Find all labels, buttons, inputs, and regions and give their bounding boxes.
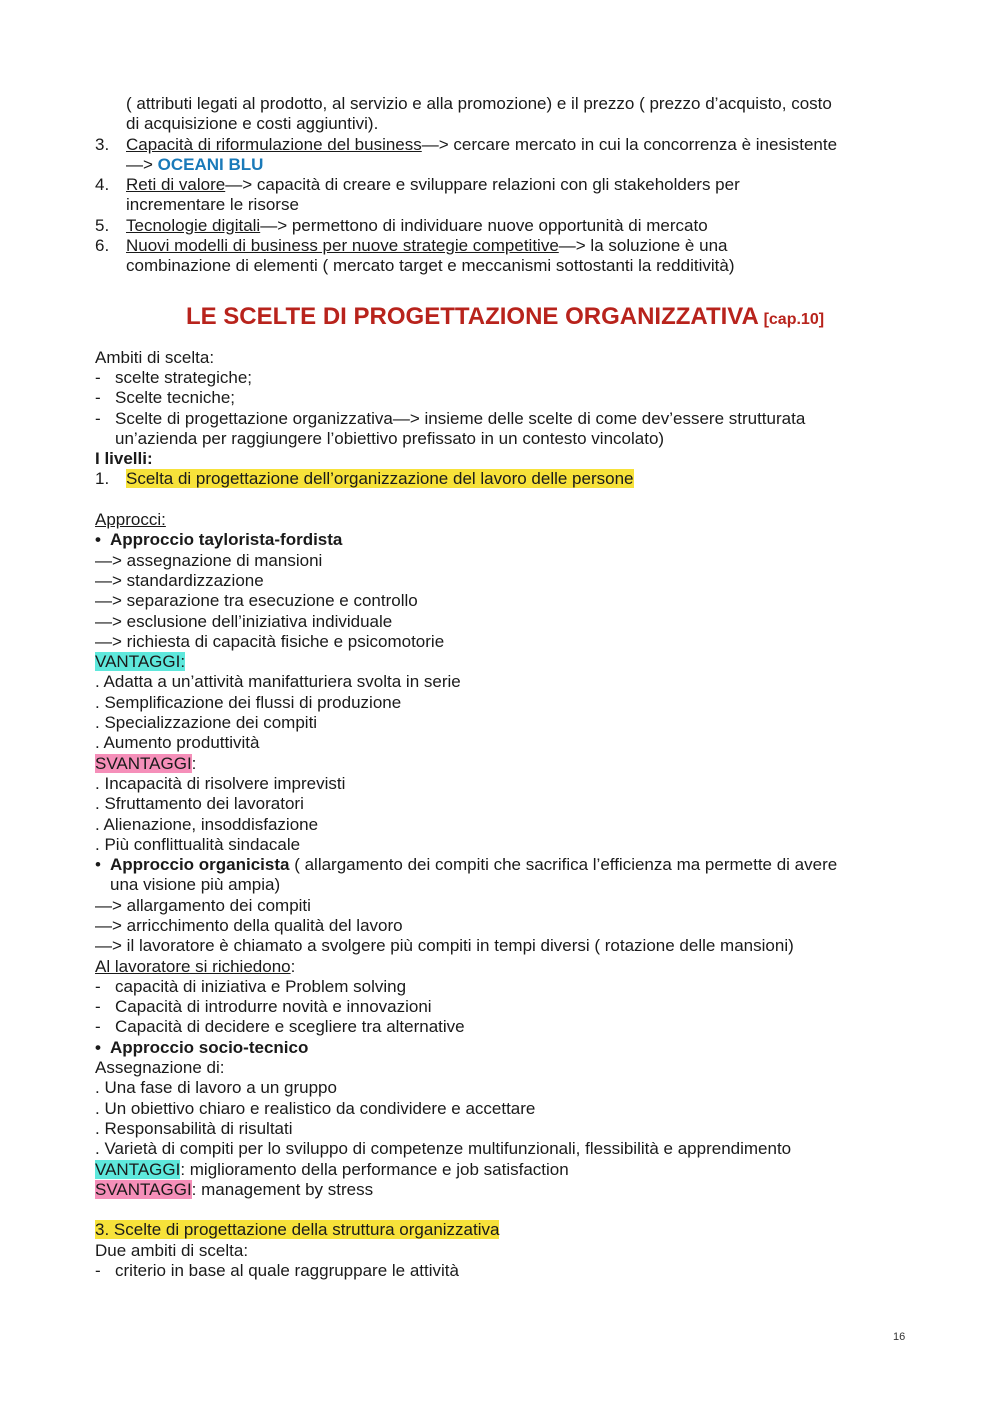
list-number: 4. [95, 175, 110, 195]
item-text: Capacità di decidere e scegliere tra alternative [115, 1017, 465, 1037]
dash-marker: - [95, 1017, 101, 1037]
richiesti-item [95, 977, 915, 997]
taylor-svantaggi-label [95, 754, 915, 774]
dot-marker: . [95, 733, 100, 753]
item-text: Una fase di lavoro a un gruppo [104, 1078, 337, 1098]
bullet-marker: • [95, 1037, 101, 1057]
oceani-blu-highlight: OCEANI BLU [157, 154, 264, 174]
taylor-point [95, 571, 915, 591]
point-text: allargamento dei compiti [126, 895, 311, 915]
taylor-vantaggi-label [95, 652, 915, 672]
richiesti-item [95, 997, 915, 1017]
dash-marker: - [95, 388, 101, 408]
richiesti-item [95, 1017, 915, 1037]
struttura-sub: Due ambiti di scelta: [95, 1240, 249, 1260]
organicista-desc: ( allargamento dei compiti che sacrifica l’efficienza ma permette di avere [289, 855, 838, 875]
page-content [95, 94, 915, 1281]
vantaggi-item [95, 672, 915, 692]
svantaggi-item [95, 835, 915, 855]
vantaggi-item [95, 733, 915, 753]
dash-marker: - [95, 367, 101, 387]
item-text: Più conflittualità sindacale [104, 834, 301, 854]
dot-marker: . [95, 1078, 100, 1098]
item-text: Un obiettivo chiaro e realistico da condividere e accettare [104, 1098, 536, 1118]
dot-marker: . [95, 773, 100, 793]
section-heading [95, 301, 915, 332]
list-item-4 [95, 175, 915, 195]
ambiti-item-text: Scelte tecniche; [115, 388, 236, 408]
svantaggi-text: : management by stress [191, 1179, 374, 1199]
list-item-label: Tecnologie digitali [126, 215, 261, 235]
arrow-prefix: —> [126, 154, 158, 174]
list-number: 3. [95, 134, 110, 154]
socio-heading [95, 1038, 915, 1058]
item-text: Varietà di compiti per lo sviluppo di competenze multifunzionali, flessibilità e apprendimento [104, 1139, 792, 1159]
point-text: il lavoratore è chiamato a svolgere più compiti in tempi diversi ( rotazione delle mansioni) [126, 936, 794, 956]
list-item-text: —> cercare mercato in cui la concorrenza è inesistente [421, 134, 838, 154]
arrow-marker: —> [95, 915, 122, 935]
taylor-heading [95, 530, 915, 550]
item-text: Specializzazione dei compiti [104, 713, 318, 733]
dash-marker: - [95, 408, 101, 428]
list-item-3 [95, 135, 915, 155]
page-number: 16 [893, 1331, 906, 1343]
livelli-heading: I livelli: [95, 449, 153, 469]
list-item-label: Reti di valore [126, 175, 226, 195]
list-number: 5. [95, 215, 110, 235]
dot-marker: . [95, 713, 100, 733]
socio-svantaggi [95, 1180, 915, 1200]
struttura-item [95, 1261, 915, 1281]
colon: : [191, 753, 197, 773]
ambiti-item [95, 368, 915, 388]
item-text: Alienazione, insoddisfazione [103, 814, 319, 834]
list-item-5 [95, 216, 915, 236]
vantaggi-text: : miglioramento della performance e job satisfaction [180, 1159, 569, 1179]
list-item-4-cont: incrementare le risorse [126, 195, 299, 215]
ambiti-heading: Ambiti di scelta: [95, 347, 215, 367]
dash-marker: - [95, 1261, 101, 1281]
organicista-title: Approccio organicista [110, 855, 290, 875]
organicista-point [95, 936, 915, 956]
struttura-heading [95, 1220, 915, 1240]
socio-item [95, 1139, 915, 1159]
colon: : [290, 956, 296, 976]
list-number: 1. [95, 469, 110, 489]
ambiti-item-text: Scelte di progettazione organizzativa—> insieme delle scelte di come dev’essere strutturata [115, 408, 806, 428]
intro-cont-line-2: di acquisizione e costi aggiuntivi). [126, 114, 379, 134]
list-item-6-cont: combinazione di elementi ( mercato target e meccanismi sottostanti la redditività) [126, 256, 735, 276]
point-text: arricchimento della qualità del lavoro [126, 915, 403, 935]
dot-marker: . [95, 794, 100, 814]
taylor-title: Approccio taylorista-fordista [110, 530, 343, 550]
list-item-3-cont [95, 155, 915, 175]
chapter-ref: [cap.10] [763, 310, 825, 328]
organicista-desc-cont: una visione più ampia) [110, 875, 281, 895]
arrow-marker: —> [95, 936, 122, 956]
arrow-marker: —> [95, 631, 122, 651]
point-text: assegnazione di mansioni [126, 550, 323, 570]
richiesti-label-text: Al lavoratore si richiedono [95, 956, 291, 976]
svantaggi-highlight: SVANTAGGI [95, 1179, 192, 1199]
item-text: Adatta a un’attività manifatturiera svolta in serie [103, 672, 461, 692]
highlighted-livello: Scelta di progettazione dell’organizzazione del lavoro delle persone [126, 469, 634, 489]
arrow-marker: —> [95, 570, 122, 590]
dot-marker: . [95, 1098, 100, 1118]
item-text: Responsabilità di risultati [104, 1118, 293, 1138]
point-text: richiesta di capacità fisiche e psicomotorie [126, 631, 445, 651]
vantaggi-item [95, 713, 915, 733]
organicista-point [95, 916, 915, 936]
arrow-marker: —> [95, 550, 122, 570]
ambiti-item-text: scelte strategiche; [115, 367, 253, 387]
list-item-text: —> permettono di individuare nuove opportunità di mercato [260, 215, 708, 235]
svantaggi-item [95, 774, 915, 794]
dot-marker: . [95, 672, 100, 692]
item-text: capacità di iniziativa e Problem solving [115, 976, 407, 996]
dot-marker: . [95, 834, 100, 854]
highlighted-struttura: 3. Scelte di progettazione della struttura organizzativa [95, 1220, 500, 1240]
taylor-point [95, 612, 915, 632]
dot-marker: . [95, 1118, 100, 1138]
svantaggi-item [95, 815, 915, 835]
list-item-label: Capacità di riformulazione del business [126, 134, 422, 154]
item-text: Capacità di introdurre novità e innovazioni [115, 997, 432, 1017]
item-text: Aumento produttività [103, 733, 260, 753]
taylor-point [95, 632, 915, 652]
svantaggi-highlight: SVANTAGGI [95, 753, 192, 773]
dot-marker: . [95, 1139, 100, 1159]
organicista-point [95, 896, 915, 916]
list-item-6 [95, 236, 915, 256]
point-text: separazione tra esecuzione e controllo [126, 591, 418, 611]
socio-item [95, 1078, 915, 1098]
item-text: Sfruttamento dei lavoratori [104, 794, 304, 814]
section-title: LE SCELTE DI PROGETTAZIONE ORGANIZZATIVA [185, 302, 759, 330]
socio-item [95, 1119, 915, 1139]
item-text: criterio in base al quale raggruppare le attività [115, 1261, 459, 1281]
dash-marker: - [95, 997, 101, 1017]
bullet-marker: • [95, 530, 101, 550]
item-text: Incapacità di risolvere imprevisti [104, 773, 346, 793]
socio-assegnazione: Assegnazione di: [95, 1058, 225, 1078]
point-text: esclusione dell’iniziativa individuale [126, 611, 393, 631]
arrow-marker: —> [95, 591, 122, 611]
list-number: 6. [95, 236, 110, 256]
approcci-heading: Approcci: [95, 510, 166, 530]
taylor-point [95, 551, 915, 571]
dot-marker: . [95, 692, 100, 712]
socio-item [95, 1099, 915, 1119]
taylor-point [95, 591, 915, 611]
list-item-text: —> capacità di creare e sviluppare relazioni con gli stakeholders per [225, 175, 740, 195]
vantaggi-highlight: VANTAGGI [95, 1159, 181, 1179]
ambiti-item [95, 409, 915, 429]
ambiti-cont: un’azienda per raggiungere l’obiettivo prefissato in un contesto vincolato) [115, 428, 665, 448]
svantaggi-item [95, 794, 915, 814]
ambiti-item [95, 388, 915, 408]
organicista-heading [95, 855, 915, 875]
arrow-marker: —> [95, 895, 122, 915]
livelli-item-1 [95, 469, 915, 489]
vantaggi-item [95, 693, 915, 713]
vantaggi-highlight: VANTAGGI: [95, 652, 186, 672]
socio-vantaggi [95, 1160, 915, 1180]
richiesti-label [95, 957, 915, 977]
socio-title: Approccio socio-tecnico [110, 1037, 309, 1057]
point-text: standardizzazione [126, 570, 264, 590]
list-item-text: —> la soluzione è una [558, 236, 728, 256]
bullet-marker: • [95, 855, 101, 875]
item-text: Semplificazione dei flussi di produzione [104, 692, 402, 712]
arrow-marker: —> [95, 611, 122, 631]
list-item-label: Nuovi modelli di business per nuove strategie competitive [126, 236, 559, 256]
intro-cont-line-1: ( attributi legati al prodotto, al servizio e alla promozione) e il prezzo ( prezzo d’acquisto, costo [126, 94, 832, 113]
dash-marker: - [95, 976, 101, 996]
dot-marker: . [95, 814, 100, 834]
